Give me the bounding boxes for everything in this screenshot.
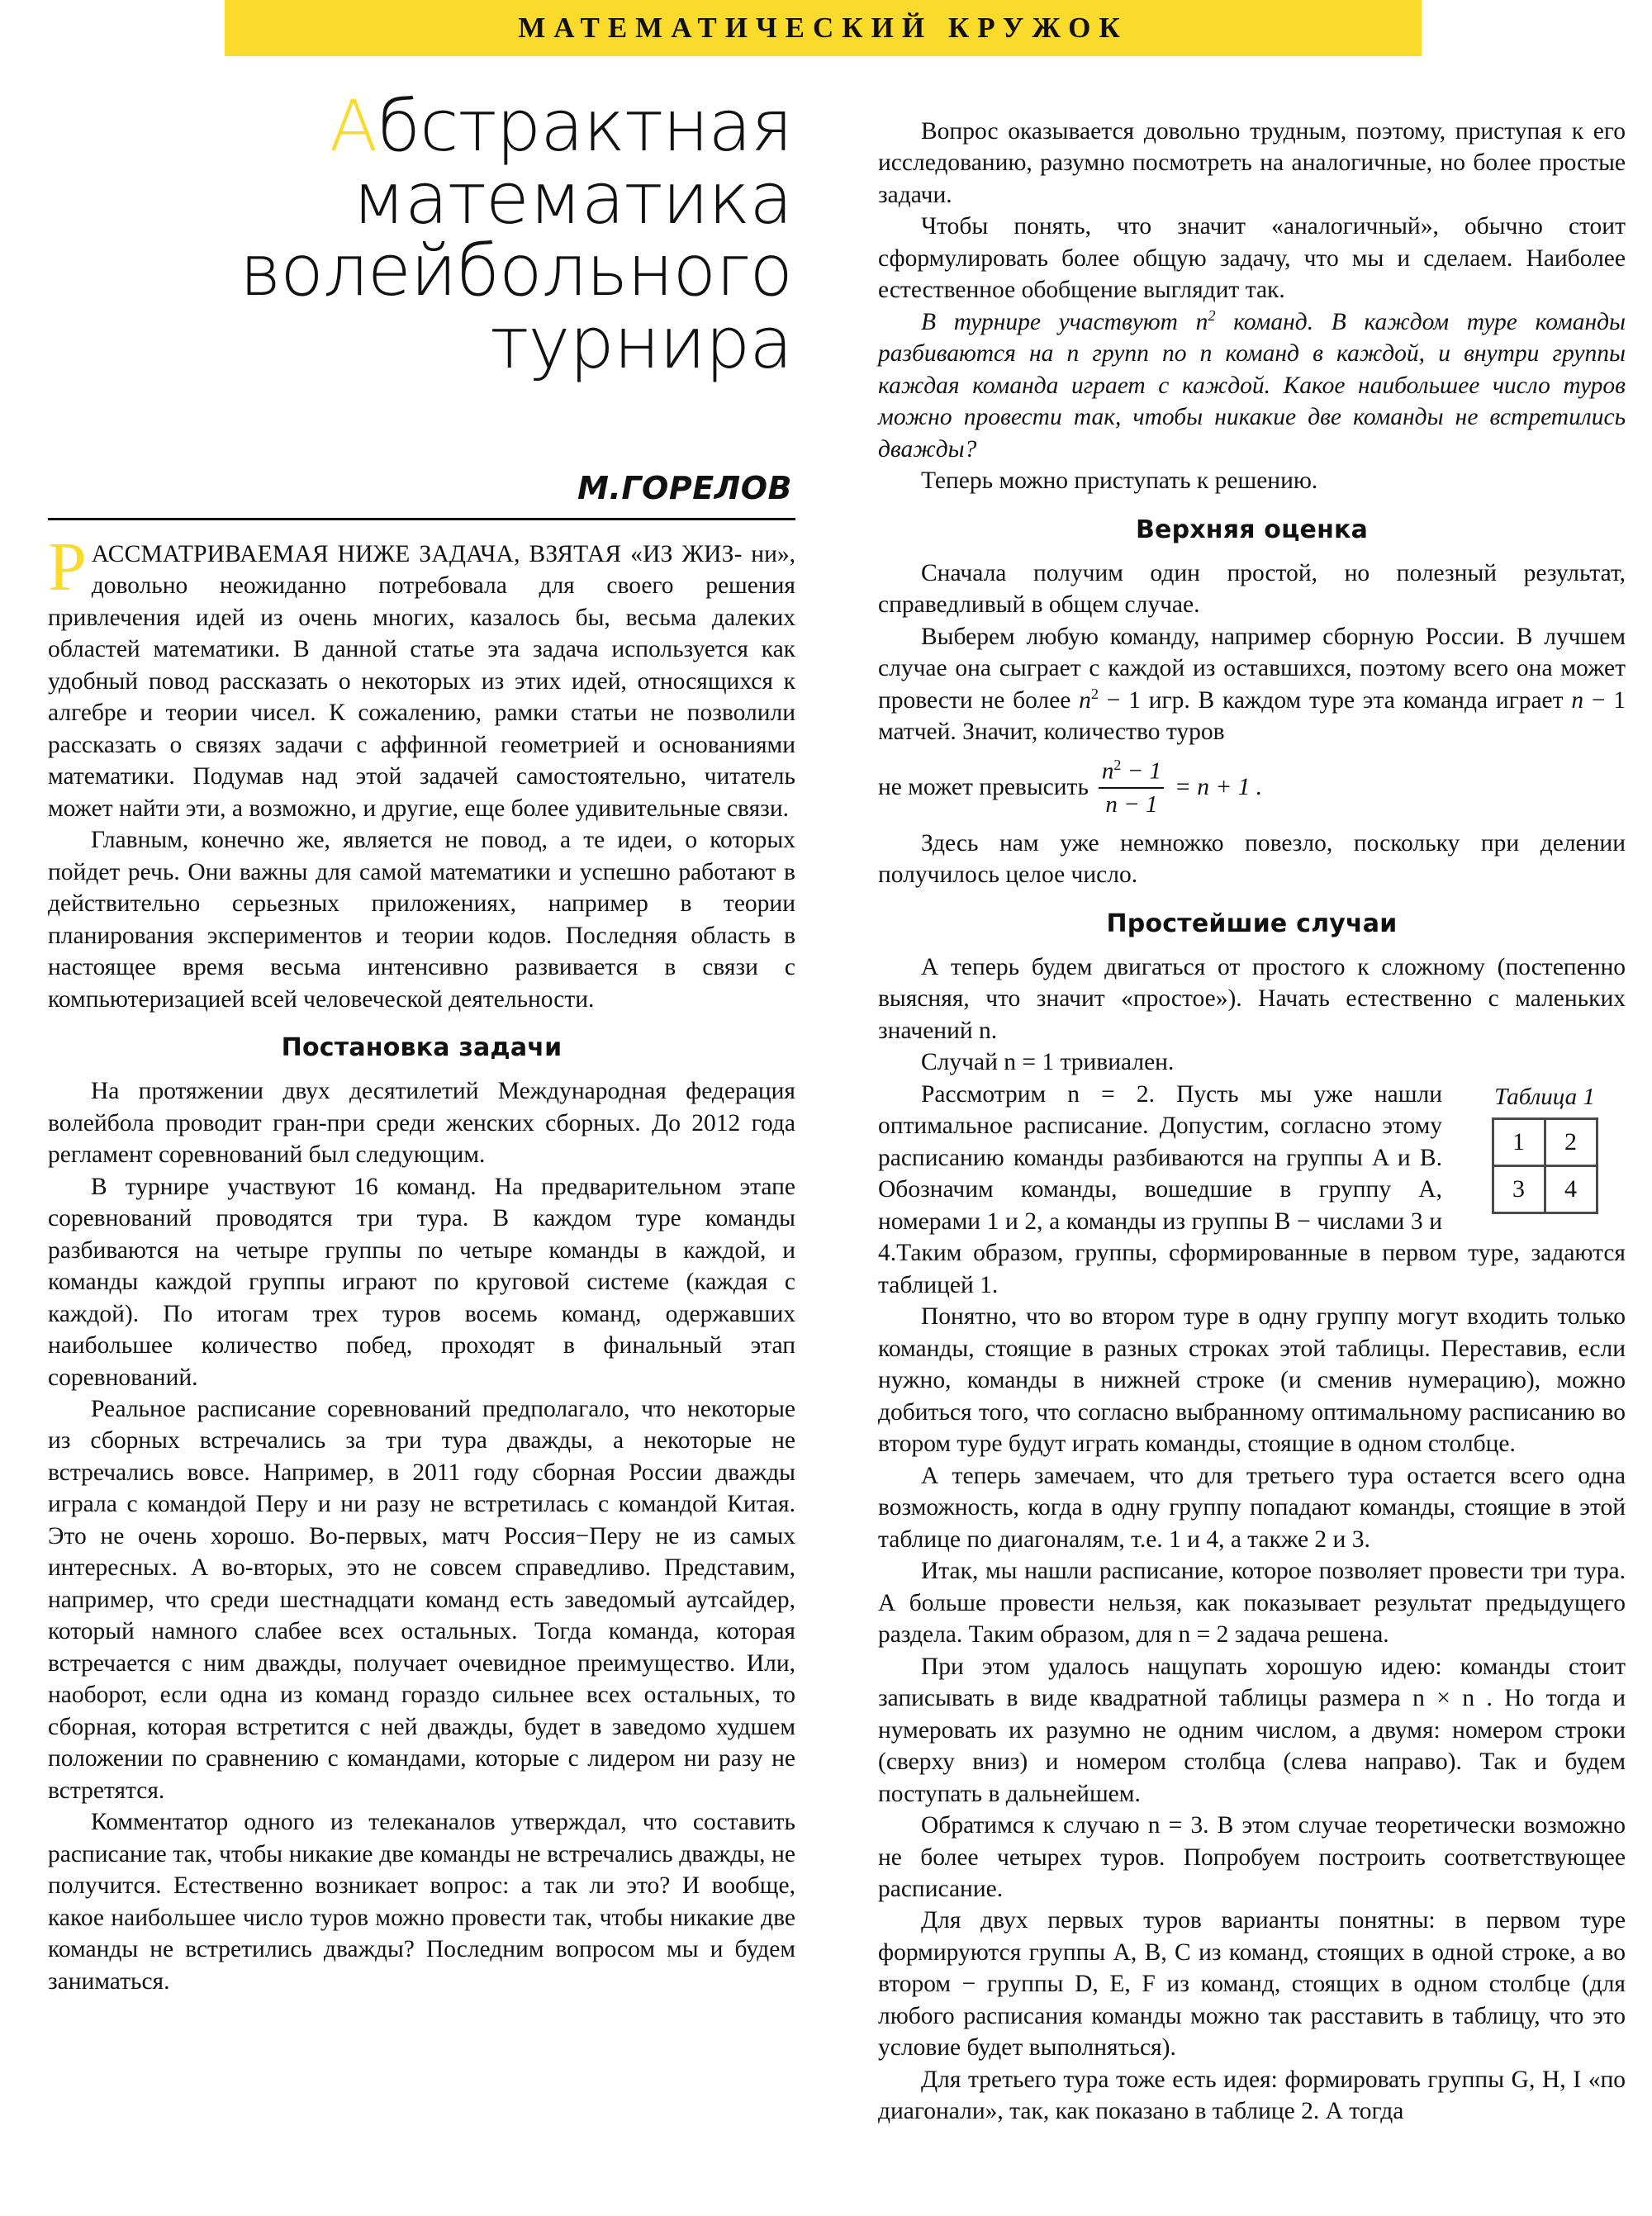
upper-bound-formula	[878, 757, 1626, 819]
table-cell: 1	[1493, 1118, 1545, 1165]
paragraph-right-10: Рассмотрим n = 2. Пусть мы уже нашли оптимальное расписание. Допустим, согласно этому расписанию команды разбиваются на группы A и B. Обозначим команды, вошедшие в группу A, номерами 1 и 2, а команды из группы B − числами 3 и 4.Таким образом, группы, сформированные в первом туре, задаются таблицей 1.	[878, 1080, 1626, 1298]
lead-smallcaps: АССМАТРИВАЕМАЯ НИЖЕ ЗАДАЧА, ВЗЯТАЯ «ИЗ ЖИЗ-	[91, 540, 743, 567]
title-line-2: математика	[352, 157, 792, 240]
paragraph-right-8: А теперь будем двигаться от простого к сложному (постепенно выясняя, что значит «простое»). Начать естественно с маленьких значений n.	[878, 953, 1626, 1044]
p5-math-n-2: n	[1571, 686, 1584, 714]
table-1-figure	[1464, 1084, 1626, 1214]
p5-part-c: − 1 матчей. Значит, количество туров	[878, 686, 1626, 746]
author-byline: М.ГОРЕЛОВ	[577, 469, 792, 506]
byline-divider	[48, 518, 795, 520]
left-column	[48, 66, 795, 1997]
table-cell: 4	[1545, 1165, 1597, 1212]
paragraph-right-5	[878, 621, 1626, 748]
paragraph-right-16: Для двух первых туров варианты понятны: в первом туре формируются группы A, B, C из команд, стоящих в одной строке, а во втором − группы D, E, F из команд, стоящих в одном столбце (для любого расписания команды можно так расставить в таблицу, что это условие будет выполняться).	[878, 1907, 1626, 2062]
title-dropcap-letter: А	[329, 85, 377, 168]
paragraph-right-14: При этом удалось нащупать хорошую идею: команды стоит записывать в виде квадратной таблицы размера n × n . Но тогда и нумеровать их разумно не одним числом, а двумя: номером строки (сверху вниз) и номером столбца (слева направо). Так и будем поступать в дальнейшем.	[878, 1653, 1626, 1807]
formula-result: = n + 1 .	[1174, 774, 1263, 801]
paragraph-right-4: Сначала получим один простой, но полезный результат, справедливый в общем случае.	[878, 559, 1626, 619]
table-cell: 2	[1545, 1118, 1597, 1165]
paragraph-left-5: Реальное расписание соревнований предполагало, что некоторые из сборных встречались за три тура дважды, а некоторые не встречались вовсе. Например, в 2011 году сборная России дважды играла с командой Перу и ни разу не встретилась с командой Китая. Это не очень хорошо. Во-первых, матч Россия−Перу не из самых интересных. А во-вторых, это не совсем справедливо. Представим, например, что среди шестнадцати команд есть заведомый аутсайдер, который намного слабее всех остальных. Тогда команда, которая встречается с ним дважды, получает очевидное преимущество. Или, наоборот, если одна из команд гораздо сильнее всех остальных, то сборная, которая встретится с ней дважды, будет в заведомо худшем положении по сравнению с командами, которые с лидером ни разу не встретятся.	[48, 1395, 795, 1804]
fraction-numerator	[1095, 757, 1168, 787]
page-title	[48, 85, 795, 386]
paragraph-left-3: На протяжении двух десятилетий Международная федерация волейбола проводит гран-при среди женских сборных. До 2012 года регламент соревнований был следующим.	[48, 1078, 795, 1169]
right-column	[878, 116, 1626, 2128]
lead-paragraph	[48, 528, 795, 824]
section-heading-simplest-cases: Простейшие случаи	[1106, 909, 1398, 938]
p5-part-b: − 1 игр. В каждом туре эта команда играет	[1099, 686, 1572, 714]
paragraph-right-1: Вопрос оказывается довольно трудным, поэтому, приступая к его исследованию, разумно посмотреть на аналогичные, но более простые задачи.	[878, 118, 1626, 208]
title-line-1: бстрактная	[377, 85, 792, 168]
paragraph-left-6: Комментатор одного из телеканалов утверждал, что составить расписание так, чтобы никакие две команды не встречались дважды, не получится. Естественно возникает вопрос: а так ли это? И вообще, какое наибольшее число туров можно провести так, чтобы никакие две команды не встретились дважды? Последним вопросом мы и будем заниматься.	[48, 1809, 795, 1995]
paragraph-right-12: А теперь замечаем, что для третьего тура остается всего одна возможность, когда в одну группу попадают команды, стоящие в этой таблице по диагоналям, т.е. 1 и 4, а также 2 и 3.	[878, 1462, 1626, 1553]
header-banner	[225, 0, 1422, 56]
fraction-denominator: n − 1	[1099, 787, 1164, 819]
paragraph-right-7: Здесь нам уже немножко повезло, поскольку при делении получилось целое число.	[878, 829, 1626, 889]
p5-math-n-1: n	[1079, 686, 1091, 714]
problem-text-b: команд. В каждом туре команды разбиваются на n групп по n команд в каждой, и внутри группы каждая команда играет с каждой. Какое наибольшее число туров можно провести так, чтобы никакие две команды не встретились дважды?	[878, 308, 1626, 463]
paragraph-left-4: В турнире участвуют 16 команд. На предварительном этапе соревнований проводятся три тура. В каждом туре команды разбиваются на четыре группы по четыре команды в каждой, и команды каждой группы играют по круговой системе (каждая с каждой). По итогам трех туров восемь команд, одержавших наибольшее количество побед, проходят в финальный этап соревнований.	[48, 1173, 795, 1391]
paragraph-right-11: Понятно, что во втором туре в одну группу могут входить только команды, стоящие в разных строках этой таблицы. Переставив, если нужно, команды в нижней строке (и сменив нумерацию), можно добиться того, что согласно выбранному оптимальному расписанию во втором туре будут играть команды, стоящие в одном столбце.	[878, 1303, 1626, 1458]
lead-text: ни», довольно неожиданно потребовала для своего решения привлечения идей из очень многих, казалось бы, весьма далеких областей математики. В данной статье эта задача используется как удобный повод рассказать о некоторых из этих идей, относящихся к алгебре и теории чисел. К сожалению, рамки статьи не позволили рассказать о связях задачи с аффинной геометрией и основаниями математики. Подумав над этой задачей самостоятельно, читатель может найти эти, а возможно, и другие, еще более удивительные связи.	[48, 540, 795, 822]
table-1-grid	[1492, 1117, 1598, 1214]
p5-math-exponent: 2	[1090, 685, 1099, 702]
numerator-exponent: 2	[1113, 756, 1122, 773]
table-row	[1493, 1118, 1597, 1165]
table-row	[1493, 1165, 1597, 1212]
paragraph-right-17: Для третьего тура тоже есть идея: формировать группы G, H, I «по диагонали», так, как показано в таблице 2. А тогда	[878, 2066, 1626, 2125]
title-line-4: турнира	[490, 302, 792, 386]
lead-dropcap: Р	[48, 528, 87, 605]
formula-prefix: не может превысить	[878, 774, 1089, 801]
fraction	[1095, 757, 1168, 819]
section-heading-upper-bound: Верхняя оценка	[1135, 515, 1369, 544]
header-banner-label: МАТЕМАТИЧЕСКИЙ КРУЖОК	[518, 12, 1128, 44]
p5-part-a: Выберем любую команду, например сборную России. В лучшем случае она сыграет с каждой из оставшихся, поэтому всего она может провести не более	[878, 623, 1626, 714]
paragraph-right-3: Теперь можно приступать к решению.	[921, 467, 1318, 495]
paragraph-right-2: Чтобы понять, что значит «аналогичный», обычно стоит сформулировать более общую задачу, что мы и сделаем. Наиболее естественное обобщение выглядит так.	[878, 213, 1626, 304]
title-line-3: волейбольного	[239, 230, 792, 313]
section-heading-problem-statement: Постановка задачи	[281, 1033, 563, 1063]
table-cell: 3	[1493, 1165, 1545, 1212]
paragraph-right-13: Итак, мы нашли расписание, которое позволяет провести три тура. А больше провести нельзя, как показывает результат предыдущего раздела. Таким образом, для n = 2 задача решена.	[878, 1558, 1626, 1649]
generalized-problem-statement	[878, 306, 1626, 465]
numerator-tail: − 1	[1121, 757, 1161, 785]
table-1-caption: Таблица 1	[1494, 1083, 1595, 1110]
paragraph-right-9: Случай n = 1 тривиален.	[921, 1049, 1175, 1076]
problem-text-a: В турнире участвуют n	[921, 308, 1208, 335]
paragraph-left-2: Главным, конечно же, является не повод, а те идеи, о которых пойдет речь. Они важны для самой математики и успешно работают в действительно серьезных приложениях, например в теории планирования экспериментов и теории кодов. Последняя область в настоящее время весьма интенсивно развивается в связи с компьютеризацией всей человеческой деятельности.	[48, 827, 795, 1013]
problem-exponent: 2	[1208, 307, 1216, 325]
numerator-base: n	[1101, 757, 1114, 785]
table-1-body	[1493, 1118, 1597, 1212]
paragraph-right-15: Обратимся к случаю n = 3. В этом случае теоретически возможно не более четырех туров. Попробуем построить соответствующее расписание.	[878, 1812, 1626, 1902]
